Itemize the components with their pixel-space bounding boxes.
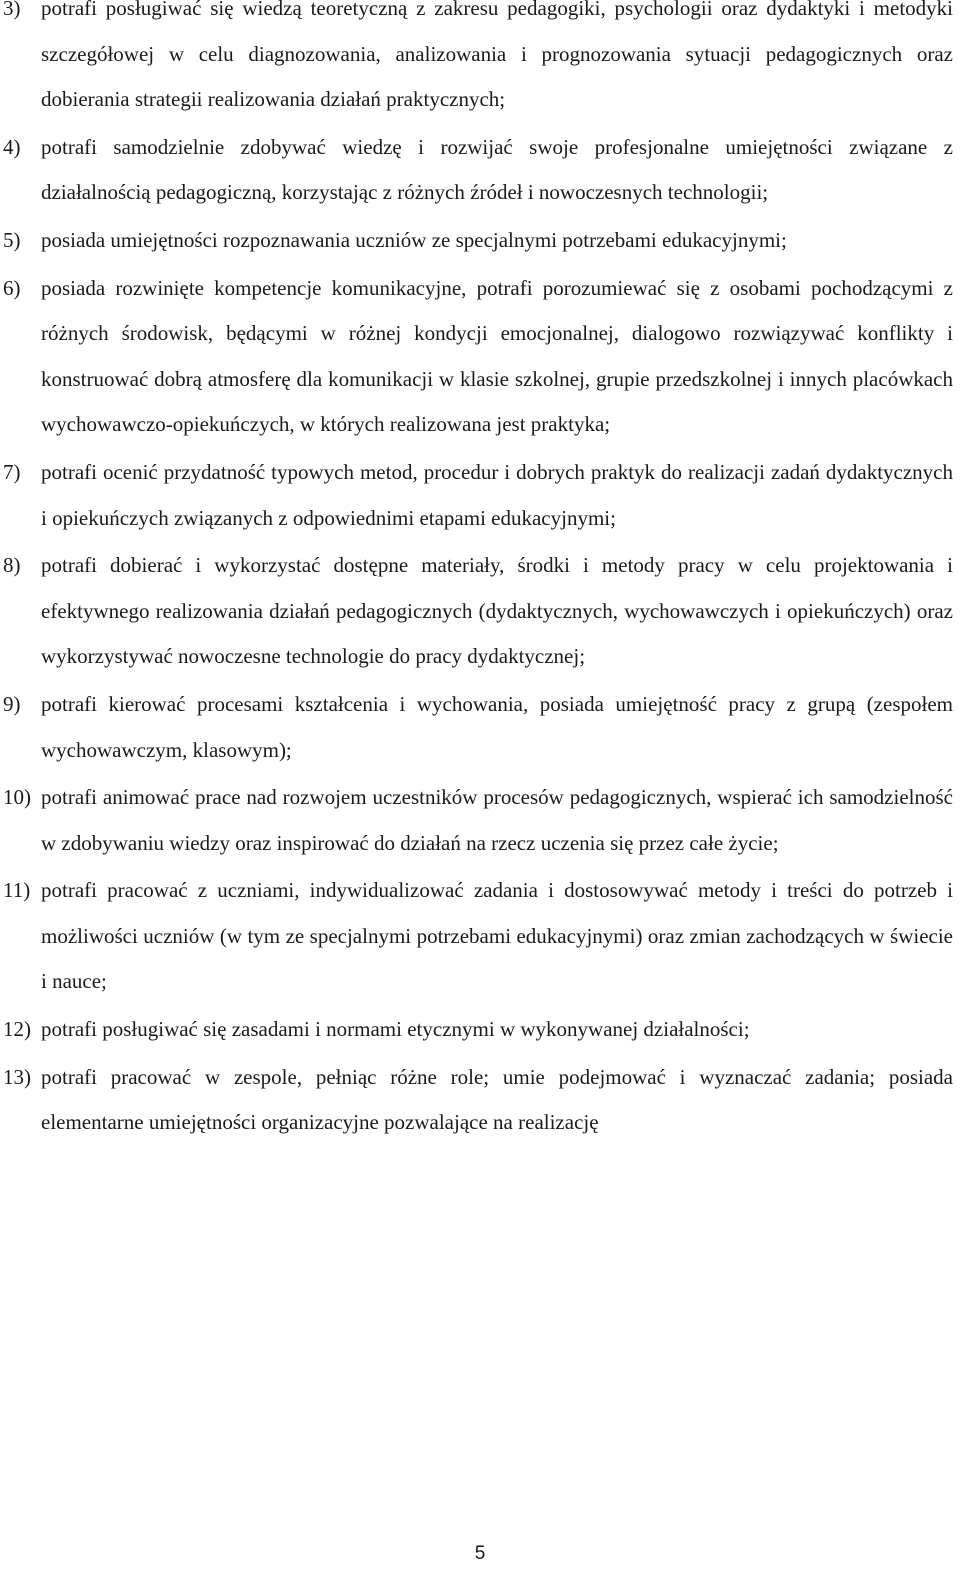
list-item (0, 266, 960, 448)
list-item-text: posiada umiejętności rozpoznawania uczniów ze specjalnymi potrzebami edukacyjnymi; (41, 227, 787, 252)
list-item (0, 125, 960, 216)
list-item-text: potrafi animować prace nad rozwojem uczestników procesów pedagogicznych, wspierać ich samodzielność w zdobywaniu wiedzy oraz inspirować do działań na rzecz uczenia się przez całe życie; (41, 785, 953, 855)
list-item (0, 450, 960, 541)
list-item-text: potrafi samodzielnie zdobywać wiedzę i rozwijać swoje profesjonalne umiejętności związane z działalnością pedagogiczną, korzystając z różnych źródeł i nowoczesnych technologii; (41, 134, 953, 205)
list-item (0, 1055, 960, 1146)
list-item (0, 218, 960, 264)
list-item-number: 11) (3, 878, 31, 903)
list-item-text: potrafi posługiwać się zasadami i normami etycznymi w wykonywanej działalności; (41, 1017, 750, 1042)
list-item-text: potrafi pracować w zespole, pełniąc różne role; umie podejmować i wyznaczać zadania; posiada elementarne umiejętności organizacyjne pozwalające na realizację (41, 1064, 953, 1135)
list-item-text: potrafi kierować procesami kształcenia i wychowania, posiada umiejętność pracy z grupą (zespołem wychowawczym, klasowym); (41, 691, 953, 762)
list-item-number: 8) (3, 553, 21, 578)
list-item (0, 0, 960, 123)
list-item-text: potrafi pracować z uczniami, indywidualizować zadania i dostosowywać metody i treści do potrzeb i możliwości uczniów (w tym ze specjalnymi potrzebami edukacyjnymi) oraz zmian zachodzących w świecie i nauce; (41, 878, 953, 994)
page-number: 5 (474, 1543, 486, 1564)
list-item (0, 682, 960, 773)
list-item-text: potrafi posługiwać się wiedzą teoretyczną z zakresu pedagogiki, psychologii oraz dydaktyki i metodyki szczegółowej w celu diagnozowania, analizowania i prognozowania sytuacji pedagogicznych oraz dobierania strategii realizowania działań praktycznych; (41, 0, 953, 112)
list-item (0, 868, 960, 1005)
list-item-number: 4) (3, 134, 21, 159)
list-item (0, 775, 960, 866)
list-item-text: potrafi ocenić przydatność typowych metod, procedur i dobrych praktyk do realizacji zadań dydaktycznych i opiekuńczych związanych z odpowiednimi etapami edukacyjnymi; (41, 459, 953, 530)
list-item-number: 9) (3, 691, 21, 716)
list-item-number: 5) (3, 227, 21, 252)
list-item-number: 10) (3, 785, 31, 810)
list-item (0, 543, 960, 680)
list-item-number: 3) (3, 0, 21, 20)
list-item-text: posiada rozwinięte kompetencje komunikacyjne, potrafi porozumiewać się z osobami pochodzącymi z różnych środowisk, będącymi w różnej kondycji emocjonalnej, dialogowo rozwiązywać konflikty i konstruować dobrą atmosferę dla komunikacji w klasie szkolnej, grupie przedszkolnej i innych placówkach wychowawczo-opiekuńczych, w których realizowana jest praktyka; (41, 275, 953, 437)
list-item-number: 12) (3, 1017, 31, 1042)
list-item-number: 6) (3, 275, 21, 300)
list-item-text: potrafi dobierać i wykorzystać dostępne materiały, środki i metody pracy w celu projektowania i efektywnego realizowania działań pedagogicznych (dydaktycznych, wychowawczych i opiekuńczych) oraz wykorzystywać nowoczesne technologie do pracy dydaktycznej; (41, 553, 953, 669)
list-item (0, 1007, 960, 1053)
list-item-number: 7) (3, 459, 21, 484)
list-item-number: 13) (3, 1064, 31, 1089)
